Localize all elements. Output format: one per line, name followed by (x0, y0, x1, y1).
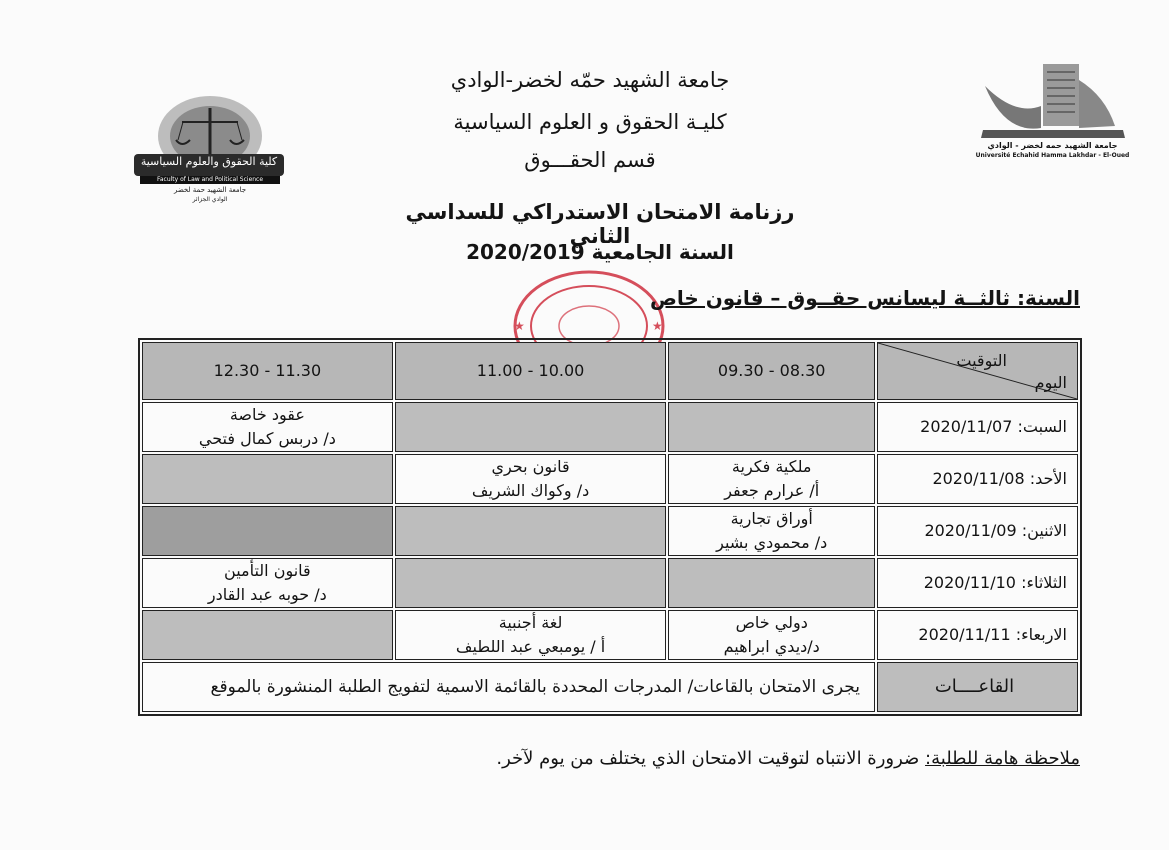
svg-text:★: ★ (514, 319, 525, 333)
exam-subject: ملكية فكرية (731, 457, 812, 476)
exam-cell (668, 454, 875, 504)
day-name: الاثنين: (1021, 521, 1067, 540)
halls-row (142, 662, 1078, 712)
day-name: الاربعاء: (1015, 625, 1067, 644)
university-name: جامعة الشهيد حمّه لخضر-الوادي (450, 68, 730, 92)
table-row (142, 506, 1078, 556)
corner-day-label: اليوم (1034, 373, 1067, 392)
day-name: الأحد: (1029, 469, 1067, 488)
empty-exam-cell (668, 402, 875, 452)
table-row (142, 402, 1078, 452)
student-note (440, 748, 1080, 769)
day-date: 2020/11/08 (932, 469, 1025, 488)
exam-subject: قانون بحري (491, 457, 570, 476)
exam-teacher: د/ دربس كمال فتحي (198, 429, 336, 448)
empty-exam-cell (668, 558, 875, 608)
table-header-row (142, 342, 1078, 400)
day-name: الثلاثاء: (1021, 573, 1067, 592)
note-text: ضرورة الانتباه لتوقيت الامتحان الذي يختلف من يوم لآخر. (496, 748, 926, 769)
page-title: رزنامة الامتحان الاستدراكي للسداسي الثاني (405, 200, 795, 248)
faculty-logo-sub2: الوادي الجزائر (192, 196, 228, 203)
faculty-logo-text-en: Faculty of Law and Political Science (156, 176, 264, 183)
empty-exam-cell (142, 454, 393, 504)
exam-teacher: أ/ عرارم جعفر (724, 481, 820, 500)
svg-text:★: ★ (652, 319, 663, 333)
day-cell (877, 610, 1078, 660)
halls-label: القاعــــات (934, 676, 1015, 697)
university-logo (975, 56, 1130, 168)
day-cell (877, 454, 1078, 504)
faculty-name: كليـة الحقوق و العلوم السياسية (453, 110, 727, 134)
table-row (142, 610, 1078, 660)
table-row (142, 454, 1078, 504)
exam-schedule-table (138, 338, 1082, 716)
university-logo-text-en: Université Echahid Hamma Lakhdar - El-Oued (975, 152, 1130, 159)
exam-teacher: د/ وكواك الشريف (471, 481, 590, 500)
day-date: 2020/11/07 (920, 417, 1013, 436)
time-slot-header: 10.00 - 11.00 (395, 342, 667, 400)
university-logo-text-ar: جامعة الشهيد حمه لخضر - الوادي (987, 141, 1118, 150)
exam-cell (395, 610, 667, 660)
exam-subject: دولي خاص (735, 613, 808, 632)
exam-cell (142, 558, 393, 608)
exam-teacher: د/ حوبه عبد القادر (207, 585, 327, 604)
empty-exam-cell (395, 402, 667, 452)
exam-cell (395, 454, 667, 504)
empty-exam-cell (142, 506, 393, 556)
day-cell (877, 558, 1078, 608)
day-name: السبت: (1017, 417, 1067, 436)
faculty-logo (130, 88, 288, 210)
exam-cell (142, 402, 393, 452)
day-date: 2020/11/09 (924, 521, 1017, 540)
halls-text: يجرى الامتحان بالقاعات/ المدرجات المحددة بالقائمة الاسمية لتفويج الطلبة المنشورة بالموقع (142, 662, 875, 712)
table-row (142, 558, 1078, 608)
class-value: ثالثــة ليسانس حقــوق – قانون خاص (649, 286, 1011, 310)
empty-exam-cell (395, 558, 667, 608)
faculty-logo-sub1: جامعة الشهيد حمة لخضر (173, 186, 247, 194)
class-info (640, 286, 1080, 310)
academic-year: السنة الجامعية 2020/2019 (466, 240, 734, 264)
empty-exam-cell (395, 506, 667, 556)
note-label: ملاحظة هامة للطلبة: (925, 748, 1080, 769)
class-label: السنة: (1016, 286, 1080, 310)
day-date: 2020/11/10 (923, 573, 1016, 592)
exam-teacher: د/ديدي ابراهيم (723, 637, 820, 656)
exam-cell (668, 610, 875, 660)
exam-teacher: أ / يومبعي عبد اللطيف (455, 637, 606, 656)
day-cell (877, 506, 1078, 556)
day-cell (877, 402, 1078, 452)
empty-exam-cell (142, 610, 393, 660)
day-date: 2020/11/11 (918, 625, 1011, 644)
time-slot-header: 11.30 - 12.30 (142, 342, 393, 400)
exam-teacher: د/ محمودي بشير (716, 533, 828, 552)
exam-subject: أوراق تجارية (730, 509, 813, 528)
time-slot-header: 08.30 - 09.30 (668, 342, 875, 400)
corner-cell (877, 342, 1078, 400)
exam-subject: قانون التأمين (224, 561, 311, 580)
corner-time-label: التوقيت (956, 351, 1007, 370)
exam-cell (668, 506, 875, 556)
department-name: قسم الحقـــوق (524, 148, 656, 172)
halls-label-cell (877, 662, 1078, 712)
exam-subject: عقود خاصة (229, 405, 305, 424)
faculty-logo-text-ar: كلية الحقوق والعلوم السياسية (140, 155, 278, 168)
exam-subject: لغة أجنبية (498, 613, 563, 632)
